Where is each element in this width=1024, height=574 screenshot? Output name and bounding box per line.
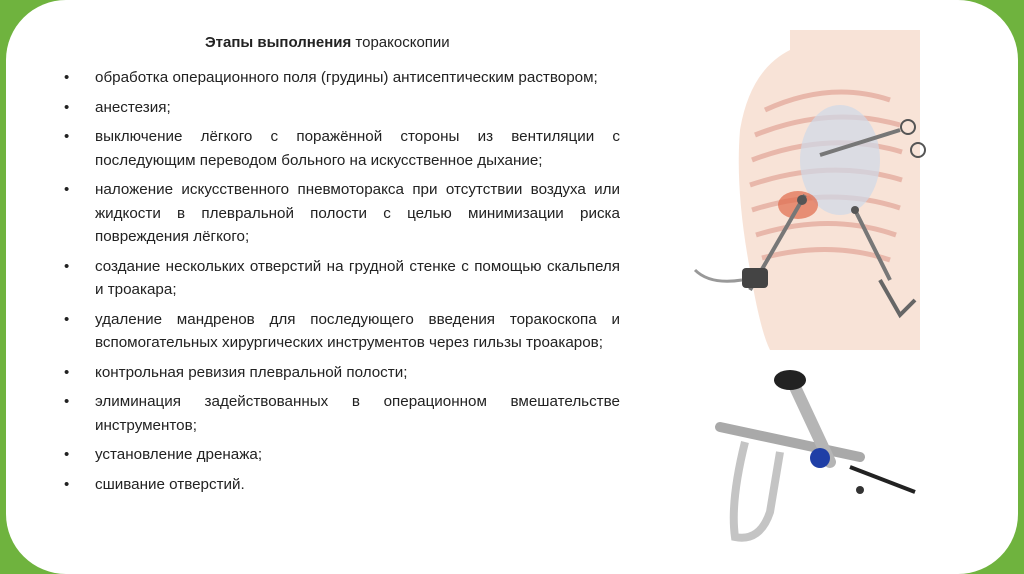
- list-item: • контрольная ревизия плевральной полости;: [64, 361, 620, 385]
- list-item: • наложение искусственного пневмоторакса при отсутствии воздуха или жидкости в плевральной полости с целью минимизации риска повреждения лёгкого;: [64, 178, 620, 249]
- list-item: • удаление мандренов для последующего введения торакоскопа и вспомогательных хирургических инструментов через гильзы троакаров;: [64, 308, 620, 355]
- thoracoscopy-chest-illustration: [680, 30, 940, 350]
- list-item: • обработка операционного поля (грудины) антисептическим раствором;: [64, 66, 620, 90]
- steps-list: [64, 66, 620, 502]
- list-item: • выключение лёгкого с поражённой стороны из вентиляции с последующим переводом больного на искусственное дыхание;: [64, 125, 620, 172]
- title-bold: Этапы выполнения: [205, 34, 352, 51]
- slide-title: [205, 34, 450, 51]
- list-item: • создание нескольких отверстий на грудной стенке с помощью скальпеля и троакара;: [64, 255, 620, 302]
- list-item: • анестезия;: [64, 96, 620, 120]
- list-item: • элиминация задействованных в операционном вмешательстве инструментов;: [64, 390, 620, 437]
- title-rest: торакоскопии: [351, 34, 450, 51]
- list-item: • сшивание отверстий.: [64, 473, 620, 497]
- thoracoscope-instrument-illustration: [700, 362, 930, 552]
- list-item: • установление дренажа;: [64, 443, 620, 467]
